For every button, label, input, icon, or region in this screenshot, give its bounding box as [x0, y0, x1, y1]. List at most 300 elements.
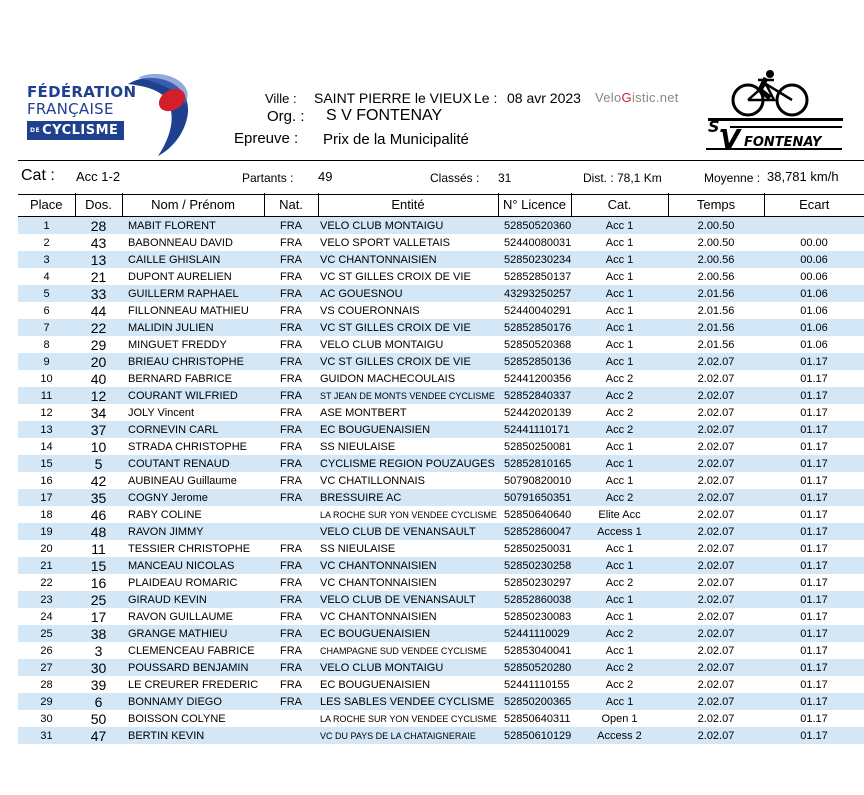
cell-temps: 2.02.07 [668, 421, 764, 438]
cell-cat: Access 1 [571, 523, 668, 540]
cell-cat: Acc 1 [605, 304, 634, 317]
col-header-dossard: Dos. [75, 193, 122, 217]
cell-nat [264, 523, 318, 540]
cell-temps: 2.02.07 [697, 644, 735, 657]
cell-licence: 52441110029 [498, 625, 571, 642]
table-row [18, 336, 864, 353]
cell-nat: FRA [280, 644, 302, 657]
cell-temps: 2.00.56 [668, 251, 764, 268]
cell-place: 25 [18, 625, 75, 642]
cell-temps: 2.02.07 [697, 610, 735, 623]
cell-licence: 52440040291 [504, 304, 571, 317]
cell-nom: PLAIDEAU ROMARIC [128, 576, 238, 589]
partants-value: 49 [318, 169, 333, 184]
cell-licence: 52850250081 [504, 440, 571, 453]
cell-place: 22 [40, 576, 53, 589]
cell-place: 8 [43, 338, 50, 351]
cell-licence: 52850520368 [504, 338, 571, 351]
cell-entite: VC CHANTONNAISIEN [320, 610, 437, 623]
cell-nat: FRA [280, 338, 302, 351]
table-row [18, 251, 864, 268]
cell-ecart: 01.17 [764, 455, 864, 472]
cell-place: 13 [18, 421, 75, 438]
cell-temps: 2.02.07 [697, 474, 735, 487]
cell-cat: Acc 1 [605, 440, 634, 453]
cell-temps: 2.02.07 [697, 576, 735, 589]
cell-entite: VELO CLUB MONTAIGU [318, 659, 498, 676]
cell-place: 28 [40, 678, 53, 691]
cell-temps: 2.00.56 [697, 270, 735, 283]
cell-dossard: 29 [90, 336, 107, 353]
cell-dossard: 35 [75, 489, 122, 506]
cell-nom: RAVON GUILLAUME [128, 610, 233, 623]
cell-temps: 2.02.07 [668, 489, 764, 506]
table-row [18, 268, 864, 285]
cell-nat: FRA [280, 372, 302, 385]
cell-entite: VC CHATILLONNAIS [320, 474, 425, 487]
svfontenay-logo [700, 70, 845, 155]
table-row [18, 217, 864, 235]
cell-place: 30 [40, 712, 53, 725]
cell-dossard: 38 [75, 625, 122, 642]
cell-temps: 2.01.56 [697, 304, 735, 317]
table-row [18, 370, 864, 387]
table-row [18, 302, 864, 319]
cell-nom: BABONNEAU DAVID [128, 236, 233, 249]
cell-temps: 2.02.07 [697, 440, 735, 453]
cell-cat: Acc 2 [571, 489, 668, 506]
cell-place: 26 [40, 644, 53, 657]
cell-temps: 2.02.07 [668, 455, 764, 472]
cell-ecart: 01.17 [800, 542, 828, 555]
cell-place: 14 [40, 440, 53, 453]
cell-temps: 2.02.07 [668, 727, 764, 744]
moyenne-label: Moyenne : [704, 171, 761, 185]
cell-nom: COUTANT RENAUD [122, 455, 264, 472]
table-row [18, 591, 864, 608]
cell-place: 7 [18, 319, 75, 336]
cell-nom: LE CREURER FREDERIC [128, 678, 259, 691]
cell-cat: Acc 1 [571, 353, 668, 370]
cell-entite: VELO SPORT VALLETAIS [320, 236, 451, 249]
cell-dossard: 50 [90, 710, 107, 727]
cell-nat: FRA [280, 304, 302, 317]
table-row [18, 693, 864, 710]
cell-ecart: 01.17 [764, 557, 864, 574]
cell-nat: FRA [264, 353, 318, 370]
cell-licence: 52850200365 [498, 693, 571, 710]
cell-nat: FRA [264, 489, 318, 506]
cell-licence: 52852840337 [498, 387, 571, 404]
cell-ecart: 01.06 [764, 319, 864, 336]
cell-dossard: 15 [75, 557, 122, 574]
cell-nat: FRA [264, 659, 318, 676]
cell-nom: DUPONT AURELIEN [128, 270, 232, 283]
cell-temps: 2.02.07 [697, 712, 735, 725]
velogistic-part-a: Velo [595, 90, 622, 105]
epreuve-label: Epreuve : [234, 130, 299, 147]
col-header-ecart: Ecart [764, 193, 864, 217]
cell-nom: GIRAUD KEVIN [122, 591, 264, 608]
cell-temps: 2.02.07 [697, 508, 735, 521]
cell-entite: ST JEAN DE MONTS VENDEE CYCLISME [318, 387, 498, 404]
cell-cat: Acc 1 [571, 591, 668, 608]
cell-ecart: 01.17 [764, 387, 864, 404]
cell-nat: FRA [280, 576, 302, 589]
cell-cat: Acc 2 [605, 406, 634, 419]
classes-value: 31 [498, 171, 512, 185]
cell-cat: Acc 2 [571, 387, 668, 404]
cell-nom: AUBINEAU Guillaume [128, 474, 237, 487]
cell-ecart: 01.17 [800, 712, 828, 725]
cell-dossard: 28 [75, 217, 122, 235]
cell-nat: FRA [280, 440, 302, 453]
table-row [18, 421, 864, 438]
table-row [18, 727, 864, 744]
cell-dossard: 6 [75, 693, 122, 710]
cell-nat: FRA [280, 474, 302, 487]
cell-licence: 50790820010 [504, 474, 571, 487]
cell-entite: EC BOUGUENAISIEN [318, 625, 498, 642]
cell-dossard: 3 [94, 642, 103, 659]
cell-ecart: 01.17 [764, 625, 864, 642]
cell-ecart: 01.17 [764, 489, 864, 506]
cell-ecart: 01.17 [764, 693, 864, 710]
cat-label: Cat : [21, 167, 55, 184]
cell-entite: VELO CLUB DE VENANSAULT [318, 523, 498, 540]
table-row [18, 523, 864, 540]
cell-nat: FRA [280, 542, 302, 555]
cell-licence: 52850640311 [504, 712, 571, 725]
cell-cat: Acc 1 [571, 285, 668, 302]
cell-dossard: 40 [90, 370, 107, 387]
cell-entite: VELO CLUB DE VENANSAULT [318, 591, 498, 608]
cell-nom: GRANGE MATHIEU [122, 625, 264, 642]
cell-place: 9 [18, 353, 75, 370]
cell-entite: GUIDON MACHECOULAIS [320, 372, 456, 385]
distance: Dist. : 78,1 Km [583, 171, 662, 185]
cell-temps: 2.00.50 [668, 217, 764, 235]
cell-dossard: 46 [90, 506, 107, 523]
cell-nom: BONNAMY DIEGO [122, 693, 264, 710]
cell-ecart: 01.06 [800, 304, 828, 317]
col-header-temps: Temps [668, 193, 764, 217]
ffc-line3 [27, 121, 124, 140]
cell-nom: BRIEAU CHRISTOPHE [122, 353, 264, 370]
svf-s: S. [708, 117, 726, 136]
cell-entite: SS NIEULAISE [320, 440, 396, 453]
cell-ecart: 00.00 [800, 236, 828, 249]
cell-place: 31 [18, 727, 75, 744]
table-row [18, 608, 864, 625]
cell-licence: 52850230234 [498, 251, 571, 268]
cell-place: 2 [43, 236, 50, 249]
cell-cat: Acc 1 [605, 542, 634, 555]
table-row [18, 285, 864, 302]
cell-nat: FRA [264, 625, 318, 642]
cell-entite: EC BOUGUENAISIEN [318, 421, 498, 438]
cell-place: 1 [18, 217, 75, 235]
cell-ecart: 00.06 [764, 251, 864, 268]
cell-ecart: 01.17 [800, 610, 828, 623]
table-row [18, 489, 864, 506]
cell-nom: BERNARD FABRICE [128, 372, 232, 385]
cell-place: 24 [40, 610, 53, 623]
cell-ecart: 01.17 [800, 678, 828, 691]
cell-cat: Acc 2 [605, 372, 634, 385]
cell-nom: FILLONNEAU MATHIEU [128, 304, 249, 317]
cell-temps: 2.02.07 [697, 542, 735, 555]
cell-licence: 52850640640 [504, 508, 571, 521]
cell-nat: FRA [280, 270, 302, 283]
cell-place: 6 [43, 304, 50, 317]
table-row [18, 710, 864, 727]
partants-label: Partants : [242, 171, 294, 185]
cell-temps: 2.02.07 [668, 523, 764, 540]
moyenne-value: 38,781 km/h [767, 169, 839, 184]
table-row [18, 404, 864, 421]
cell-dossard: 10 [90, 438, 107, 455]
cell-cat: Acc 2 [605, 576, 634, 589]
cell-licence: 50791650351 [498, 489, 571, 506]
table-row [18, 625, 864, 642]
cell-place: 4 [43, 270, 50, 283]
cell-nat: FRA [264, 387, 318, 404]
table-row [18, 234, 864, 251]
cell-licence: 52853040041 [504, 644, 571, 657]
cell-temps: 2.02.07 [697, 372, 735, 385]
cell-entite: VC CHANTONNAISIEN [318, 251, 498, 268]
ffc-cyclisme: CYCLISME [42, 123, 119, 138]
col-header-nom: Nom / Prénom [122, 193, 264, 217]
cell-nom: MALIDIN JULIEN [122, 319, 264, 336]
cell-licence: 52850250031 [504, 542, 571, 555]
cell-nom: BOISSON COLYNE [128, 712, 226, 725]
cell-licence: 52852850136 [498, 353, 571, 370]
table-row [18, 642, 864, 659]
cell-cat: Acc 2 [605, 678, 634, 691]
cell-cat: Open 1 [601, 712, 638, 725]
cell-temps: 2.01.56 [668, 285, 764, 302]
cell-licence: 52852850176 [498, 319, 571, 336]
org-value: S V FONTENAY [326, 107, 443, 124]
cell-licence: 52850610129 [498, 727, 571, 744]
cell-cat: Acc 1 [605, 236, 634, 249]
cell-cat: Acc 1 [571, 217, 668, 235]
cell-dossard: 30 [75, 659, 122, 676]
cell-nat: FRA [264, 455, 318, 472]
cell-nom: RAVON JIMMY [122, 523, 264, 540]
cell-temps: 2.02.07 [697, 406, 735, 419]
cell-nat: FRA [264, 217, 318, 235]
cell-licence: 52441200356 [504, 372, 571, 385]
cell-dossard: 17 [90, 608, 107, 625]
table-row [18, 438, 864, 455]
cell-licence: 52442020139 [504, 406, 571, 419]
cell-ecart: 01.17 [764, 727, 864, 744]
cell-ecart: 01.17 [800, 474, 828, 487]
cell-nom: CLEMENCEAU FABRICE [128, 644, 255, 657]
org-label: Org. : [267, 108, 305, 125]
table-row [18, 540, 864, 557]
cell-cat: Acc 1 [571, 557, 668, 574]
cell-nom: RABY COLINE [128, 508, 202, 521]
cell-ecart: 00.06 [800, 270, 828, 283]
cell-nat: FRA [280, 406, 302, 419]
cell-dossard: 34 [90, 404, 107, 421]
cell-entite: VC ST GILLES CROIX DE VIE [318, 319, 498, 336]
cell-dossard: 11 [91, 540, 106, 557]
col-header-place: Place [18, 193, 75, 217]
cell-cat: Acc 1 [605, 610, 634, 623]
cell-dossard: 16 [90, 574, 107, 591]
table-row [18, 557, 864, 574]
table-header-row [18, 193, 864, 217]
cell-nat: FRA [280, 236, 302, 249]
cell-cat: Elite Acc [598, 508, 641, 521]
cell-ecart: 01.17 [764, 421, 864, 438]
cell-cat: Acc 2 [571, 421, 668, 438]
cell-nat: FRA [264, 421, 318, 438]
cell-ecart: 01.17 [800, 406, 828, 419]
cell-dossard: 5 [75, 455, 122, 472]
cell-ecart [764, 217, 864, 235]
cell-cat: Acc 1 [571, 455, 668, 472]
cell-nat [264, 506, 318, 523]
cell-place: 5 [18, 285, 75, 302]
cell-temps: 2.00.50 [697, 236, 735, 249]
cell-cat: Acc 1 [605, 474, 634, 487]
cell-licence: 52441110155 [504, 678, 570, 691]
ffc-line1: FÉDÉRATION [27, 83, 137, 101]
cell-dossard: 25 [75, 591, 122, 608]
velogistic-brand [595, 90, 679, 105]
cell-nat: FRA [280, 678, 302, 691]
cell-licence: 52441110171 [498, 421, 571, 438]
cell-nat: FRA [264, 319, 318, 336]
table-row [18, 319, 864, 336]
cell-entite: LA ROCHE SUR YON VENDEE CYCLISME [320, 713, 497, 724]
table-row [18, 353, 864, 370]
cell-temps: 2.02.07 [668, 659, 764, 676]
cell-entite: VC CHANTONNAISIEN [318, 557, 498, 574]
ville-value: SAINT PIERRE le VIEUX [314, 90, 472, 106]
cell-licence: 52852810165 [498, 455, 571, 472]
cell-licence: 52852850137 [504, 270, 571, 283]
table-row [18, 659, 864, 676]
cell-cat: Acc 1 [571, 319, 668, 336]
ffc-de: DE [30, 127, 41, 134]
cell-place: 18 [40, 508, 53, 521]
cell-place: 19 [18, 523, 75, 540]
cell-entite: VC DU PAYS DE LA CHATAIGNERAIE [318, 727, 498, 744]
cell-ecart: 01.17 [764, 353, 864, 370]
col-header-entite: Entité [318, 193, 498, 217]
cell-cat: Acc 1 [605, 270, 634, 283]
cell-licence: 52850230258 [498, 557, 571, 574]
table-row [18, 574, 864, 591]
cell-entite: VC CHANTONNAISIEN [320, 576, 437, 589]
cell-place: 10 [40, 372, 53, 385]
table-row [18, 472, 864, 489]
cell-ecart: 01.17 [800, 508, 828, 521]
cell-cat: Acc 1 [605, 644, 634, 657]
cell-ecart: 01.17 [764, 591, 864, 608]
cell-nom: STRADA CHRISTOPHE [128, 440, 247, 453]
cell-nom: MINGUET FREDDY [128, 338, 227, 351]
velogistic-part-b: G [621, 90, 632, 105]
cell-dossard: 48 [75, 523, 122, 540]
cell-dossard: 47 [75, 727, 122, 744]
cell-ecart: 01.17 [764, 523, 864, 540]
cell-licence: 52850520280 [498, 659, 571, 676]
ville-label: Ville : [265, 91, 297, 106]
cell-ecart: 01.17 [764, 659, 864, 676]
col-header-cat: Cat. [571, 193, 668, 217]
cell-licence: 52852860038 [498, 591, 571, 608]
cell-temps: 2.01.56 [697, 338, 735, 351]
cell-temps: 2.02.07 [668, 387, 764, 404]
cell-ecart: 01.17 [800, 576, 828, 589]
cell-ecart: 01.06 [764, 285, 864, 302]
cell-cat: Acc 1 [571, 251, 668, 268]
cell-nom: MABIT FLORENT [122, 217, 264, 235]
cell-nom: CAILLE GHISLAIN [122, 251, 264, 268]
cell-ecart: 01.17 [800, 440, 828, 453]
cell-dossard: 39 [90, 676, 107, 693]
cell-temps: 2.02.07 [668, 625, 764, 642]
cat-value: Acc 1-2 [76, 169, 121, 184]
table-row [18, 387, 864, 404]
cell-nom: MANCEAU NICOLAS [122, 557, 264, 574]
cell-place: 15 [18, 455, 75, 472]
cell-place: 11 [18, 387, 75, 404]
cell-place: 27 [18, 659, 75, 676]
cell-dossard: 42 [90, 472, 107, 489]
cell-cat: Acc 2 [571, 625, 668, 642]
cell-nat: FRA [264, 285, 318, 302]
cell-nom: COURANT WILFRIED [122, 387, 264, 404]
cell-dossard: 37 [75, 421, 122, 438]
cell-nom: GUILLERM RAPHAEL [122, 285, 264, 302]
table-row [18, 455, 864, 472]
velogistic-part-c: istic.net [631, 90, 679, 105]
cell-temps: 2.02.07 [668, 353, 764, 370]
cell-temps: 2.02.07 [668, 557, 764, 574]
cell-nom: COGNY Jerome [122, 489, 264, 506]
cell-place: 3 [18, 251, 75, 268]
cell-entite: VC ST GILLES CROIX DE VIE [318, 353, 498, 370]
cell-entite: EC BOUGUENAISIEN [320, 678, 431, 691]
cell-nat [264, 710, 318, 727]
cell-dossard: 33 [75, 285, 122, 302]
cell-nat [264, 727, 318, 744]
epreuve-value: Prix de la Municipalité [323, 131, 469, 148]
cell-nom: JOLY Vincent [128, 406, 195, 419]
cell-temps: 2.01.56 [668, 319, 764, 336]
cell-entite: AC GOUESNOU [318, 285, 498, 302]
cell-nat: FRA [264, 591, 318, 608]
cell-entite: LES SABLES VENDEE CYCLISME [318, 693, 498, 710]
results-table [18, 193, 864, 744]
cell-place: 23 [18, 591, 75, 608]
table-row [18, 676, 864, 693]
race-info-bar [18, 160, 864, 195]
cell-temps: 2.02.07 [668, 591, 764, 608]
cell-dossard: 12 [75, 387, 122, 404]
cell-dossard: 44 [90, 302, 107, 319]
cell-place: 12 [40, 406, 53, 419]
